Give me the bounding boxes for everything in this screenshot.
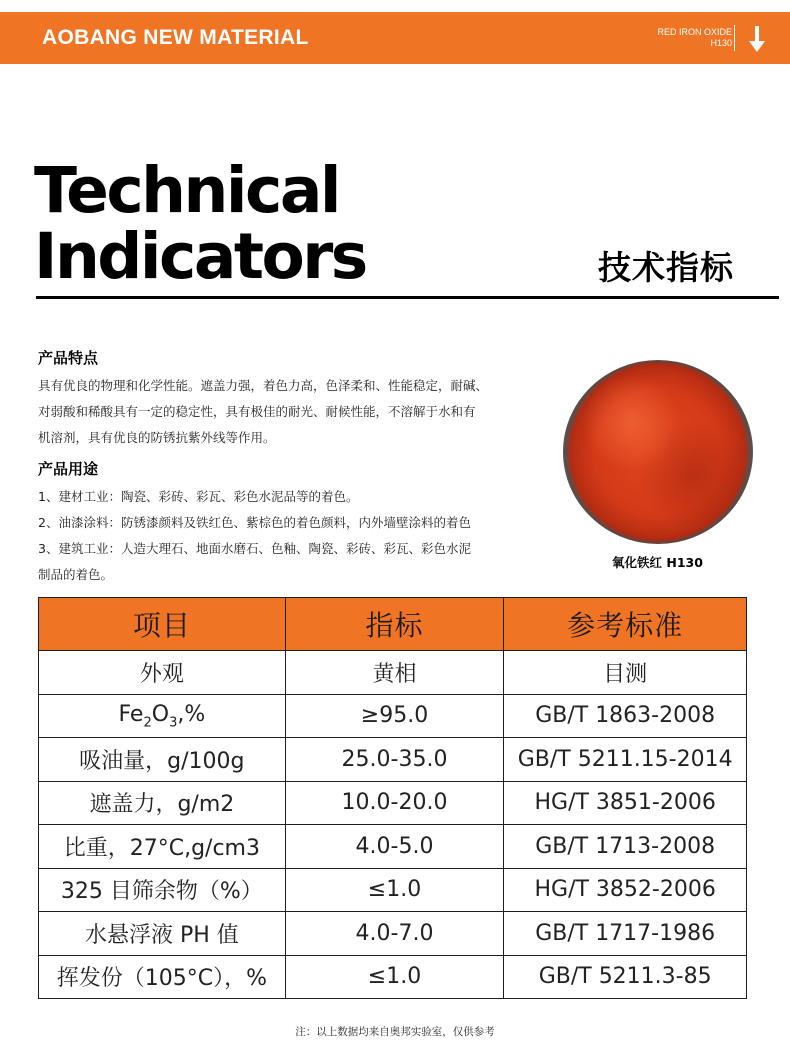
formula-fe: Fe (118, 701, 144, 727)
cell-value: ≥95.0 (285, 694, 504, 738)
formula-o: O (151, 701, 170, 727)
cell-standard: GB/T 1713-2008 (504, 825, 747, 869)
formula-sub-2: 2 (143, 714, 152, 730)
cell-standard: HG/T 3852-2006 (504, 868, 747, 912)
cell-item: 挥发份（105°C），% (39, 955, 286, 999)
cell-value: 10.0-20.0 (285, 781, 504, 825)
table-row (39, 738, 747, 782)
brand-name: AOBANG NEW MATERIAL (42, 26, 309, 49)
uses-heading: 产品用途 (38, 460, 99, 478)
cell-item: 水悬浮液 PH 值 (39, 912, 286, 956)
uses-line: 制品的着色。 (38, 567, 114, 582)
cell-item: 遮盖力，g/m2 (39, 781, 286, 825)
title-line2: Indicators (34, 220, 366, 293)
table-row (39, 694, 747, 738)
cell-standard: HG/T 3851-2006 (504, 781, 747, 825)
product-tag-line1: RED IRON OXIDE (657, 27, 732, 37)
product-tag-line2: H130 (710, 38, 732, 48)
cell-value: 4.0-5.0 (285, 825, 504, 869)
cell-item: 325 目筛余物（%） (39, 868, 286, 912)
header-item: 项目 (39, 598, 286, 651)
table-row (39, 781, 747, 825)
table-row (39, 955, 747, 999)
table-row (39, 868, 747, 912)
uses-line: 3、建筑工业：人造大理石、地面水磨石、色釉、陶瓷、彩砖、彩瓦、彩色水泥 (38, 541, 471, 556)
cell-value: 25.0-35.0 (285, 738, 504, 782)
cell-standard: GB/T 5211.3-85 (504, 955, 747, 999)
table-header-row (39, 598, 747, 651)
formula-sub-3: 3 (169, 714, 178, 730)
cell-item: 外观 (39, 651, 286, 695)
features-heading: 产品特点 (38, 349, 99, 367)
cell-standard: GB/T 1863-2008 (504, 694, 747, 738)
cell-value: ≤1.0 (285, 868, 504, 912)
cell-value: ≤1.0 (285, 955, 504, 999)
cell-standard: GB/T 1717-1986 (504, 912, 747, 956)
features-line: 机溶剂，具有优良的防锈抗紫外线等作用。 (38, 430, 276, 445)
spec-table (38, 597, 747, 999)
cell-item: 吸油量，g/100g (39, 738, 286, 782)
formula-unit: ,% (177, 701, 206, 727)
cell-item (39, 694, 286, 738)
cell-value: 黄相 (285, 651, 504, 695)
features-text (38, 373, 552, 451)
product-image-caption: 氧化铁红 H130 (612, 555, 703, 570)
features-line: 具有优良的物理和化学性能。遮盖力强，着色力高，色泽柔和、性能稳定，耐碱、 (38, 378, 489, 393)
table-row (39, 651, 747, 695)
down-arrow-icon (747, 24, 767, 54)
page-title-cn: 技术指标 (598, 248, 734, 287)
header-value: 指标 (285, 598, 504, 651)
uses-line: 1、建材工业：陶瓷、彩砖、彩瓦、彩色水泥品等的着色。 (38, 489, 359, 504)
uses-line: 2、油漆涂料：防锈漆颜料及铁红色、紫棕色的着色颜料，内外墙壁涂料的着色 (38, 515, 471, 530)
uses-text (38, 484, 552, 588)
title-line1: Technical (34, 154, 339, 227)
table-row (39, 825, 747, 869)
page-title-en (34, 154, 366, 293)
header-bar (0, 12, 790, 64)
cell-standard: GB/T 5211.15-2014 (504, 738, 747, 782)
cell-value: 4.0-7.0 (285, 912, 504, 956)
product-tag (657, 27, 732, 49)
cell-item: 比重，27°C,g/cm3 (39, 825, 286, 869)
header-standard: 参考标准 (504, 598, 747, 651)
product-powder-image (563, 360, 753, 544)
table-row (39, 912, 747, 956)
title-divider (36, 296, 779, 299)
cell-standard: 目测 (504, 651, 747, 695)
features-line: 对弱酸和稀酸具有一定的稳定性，具有极佳的耐光、耐候性能，不溶解于水和有 (38, 404, 476, 419)
footnote: 注：以上数据均来自奥邦实验室，仅供参考 (295, 1026, 495, 1038)
header-divider (734, 25, 735, 51)
